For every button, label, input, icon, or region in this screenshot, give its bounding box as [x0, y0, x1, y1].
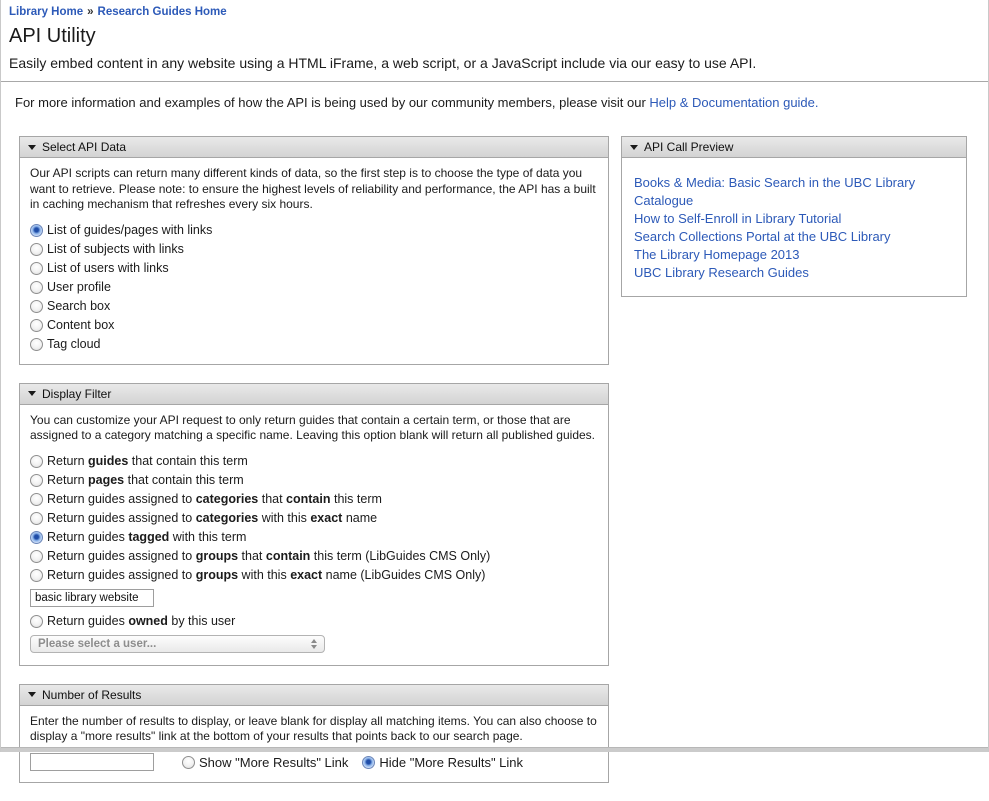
- main-columns: [19, 136, 988, 801]
- radio-button[interactable]: [30, 512, 43, 525]
- breadcrumb: [1, 0, 988, 18]
- radio-button[interactable]: [30, 262, 43, 275]
- radio-option-categories-contain-term[interactable]: [30, 490, 598, 509]
- preview-link-search-collections[interactable]: Search Collections Portal at the UBC Library: [634, 229, 891, 244]
- panel-number-of-results: [19, 684, 609, 783]
- preview-link-books-media[interactable]: Books & Media: Basic Search in the UBC Library Catalogue: [634, 175, 916, 208]
- radio-label: List of users with links: [47, 261, 169, 275]
- right-column: [621, 136, 967, 315]
- display-filter-description: You can customize your API request to only return guides that contain a certain term, or those that are assigned to a category matching a specific name. Leaving this option blank will return all published guides.: [30, 412, 595, 442]
- radio-option-user-profile[interactable]: [30, 278, 598, 297]
- radio-button[interactable]: [30, 474, 43, 487]
- panel-display-filter: [19, 383, 609, 666]
- radio-label: Tag cloud: [47, 337, 101, 351]
- radio-option-groups-contain-term[interactable]: [30, 547, 598, 566]
- radio-label: Hide "More Results" Link: [379, 754, 524, 770]
- preview-link-self-enroll[interactable]: How to Self-Enroll in Library Tutorial: [634, 211, 842, 226]
- preview-link-library-homepage[interactable]: The Library Homepage 2013: [634, 247, 800, 262]
- radio-label: List of subjects with links: [47, 242, 184, 256]
- page-title: API Utility: [9, 25, 96, 47]
- radio-option-guides-contain-term[interactable]: [30, 452, 598, 471]
- panel-api-call-preview-header[interactable]: [622, 137, 966, 158]
- radio-label: Return guides assigned to groups that contain this term (LibGuides CMS Only): [47, 549, 491, 563]
- radio-button[interactable]: [30, 319, 43, 332]
- panel-api-call-preview-body: [622, 158, 966, 296]
- panel-select-api-data: [19, 136, 609, 365]
- radio-label: Return guides owned by this user: [47, 614, 236, 628]
- radio-label: Return guides tagged with this term: [47, 530, 247, 544]
- info-text-body: For more information and examples of how the API is being used by our community members, please visit our: [15, 95, 650, 110]
- radio-option-subjects[interactable]: [30, 240, 598, 259]
- radio-label: List of guides/pages with links: [47, 223, 213, 237]
- radio-button[interactable]: [30, 300, 43, 313]
- left-column: [19, 136, 609, 801]
- user-select[interactable]: [30, 635, 325, 653]
- radio-option-owned-by-user[interactable]: [30, 612, 598, 631]
- radio-option-guides-pages[interactable]: [30, 221, 598, 240]
- radio-button[interactable]: [30, 281, 43, 294]
- radio-button[interactable]: [30, 531, 43, 544]
- collapse-caret-icon: [630, 145, 638, 150]
- radio-button[interactable]: [30, 243, 43, 256]
- panel-number-of-results-body: [20, 706, 608, 782]
- panel-display-filter-body: [20, 405, 608, 665]
- bottom-edge-strip: [1, 747, 988, 752]
- select-stepper-icon: [311, 639, 317, 649]
- radio-option-pages-contain-term[interactable]: [30, 471, 598, 490]
- collapse-caret-icon: [28, 692, 36, 697]
- radio-label: Return guides assigned to categories that contain this term: [47, 492, 382, 506]
- radio-option-tag-cloud[interactable]: [30, 335, 598, 354]
- number-of-results-description: Enter the number of results to display, or leave blank for display all matching items. You can also choose to display a "more results" link at the bottom of your results that points back to our search page.: [30, 713, 597, 743]
- info-text: [15, 95, 988, 110]
- panel-select-api-data-title: Select API Data: [42, 140, 127, 154]
- radio-button[interactable]: [30, 338, 43, 351]
- radio-label: Return guides assigned to groups with this exact name (LibGuides CMS Only): [47, 568, 486, 582]
- radio-label: Show "More Results" Link: [199, 754, 349, 770]
- results-count-input[interactable]: [30, 753, 154, 771]
- radio-button[interactable]: [30, 455, 43, 468]
- panel-number-of-results-header[interactable]: [20, 685, 608, 706]
- radio-option-tagged-with-term[interactable]: [30, 528, 598, 547]
- radio-button[interactable]: [30, 550, 43, 563]
- panel-select-api-data-header[interactable]: [20, 137, 608, 158]
- breadcrumb-separator: »: [87, 6, 94, 18]
- radio-button[interactable]: [30, 615, 43, 628]
- radio-option-search-box[interactable]: [30, 297, 598, 316]
- panel-number-of-results-title: Number of Results: [42, 687, 142, 702]
- radio-option-content-box[interactable]: [30, 316, 598, 335]
- radio-label: Return pages that contain this term: [47, 473, 244, 487]
- page-subtitle: Easily embed content in any website using a HTML iFrame, a web script, or a JavaScript include via our easy to use API.: [9, 55, 757, 71]
- radio-option-groups-exact-name[interactable]: [30, 566, 598, 585]
- help-documentation-link[interactable]: Help & Documentation guide.: [649, 95, 819, 110]
- panel-display-filter-title: Display Filter: [42, 386, 112, 401]
- radio-label: Return guides that contain this term: [47, 454, 248, 468]
- radio-label: Content box: [47, 318, 115, 332]
- panel-display-filter-header[interactable]: [20, 384, 608, 405]
- radio-button[interactable]: [362, 756, 375, 769]
- filter-term-input[interactable]: [30, 589, 154, 607]
- user-select-placeholder: Please select a user...: [38, 637, 157, 650]
- breadcrumb-link-research-guides-home[interactable]: Research Guides Home: [97, 6, 227, 18]
- panel-api-call-preview: [621, 136, 967, 297]
- radio-label: Search box: [47, 299, 111, 313]
- select-api-data-description: Our API scripts can return many different kinds of data, so the first step is to choose the type of data you want to retrieve. Please note: to ensure the highest levels of reliability and performance, the API has a built in caching mechanism that refreshes every six hours.: [30, 166, 596, 211]
- radio-button[interactable]: [182, 756, 195, 769]
- radio-option-categories-exact-name[interactable]: [30, 509, 598, 528]
- radio-label: User profile: [47, 280, 111, 294]
- radio-button[interactable]: [30, 569, 43, 582]
- radio-option-show-more-results[interactable]: [182, 753, 348, 772]
- filter-term-input-row: [30, 589, 598, 607]
- radio-label: Return guides assigned to categories with this exact name: [47, 511, 378, 525]
- collapse-caret-icon: [28, 145, 36, 150]
- header-divider: [1, 81, 988, 82]
- panel-api-call-preview-title: API Call Preview: [644, 140, 734, 154]
- panel-select-api-data-body: [20, 158, 608, 364]
- breadcrumb-link-library-home[interactable]: Library Home: [9, 6, 84, 18]
- radio-button[interactable]: [30, 224, 43, 237]
- collapse-caret-icon: [28, 391, 36, 396]
- results-count-row: [30, 753, 598, 772]
- radio-button[interactable]: [30, 493, 43, 506]
- radio-option-users[interactable]: [30, 259, 598, 278]
- radio-option-hide-more-results[interactable]: [362, 753, 523, 772]
- preview-link-research-guides[interactable]: UBC Library Research Guides: [634, 265, 809, 280]
